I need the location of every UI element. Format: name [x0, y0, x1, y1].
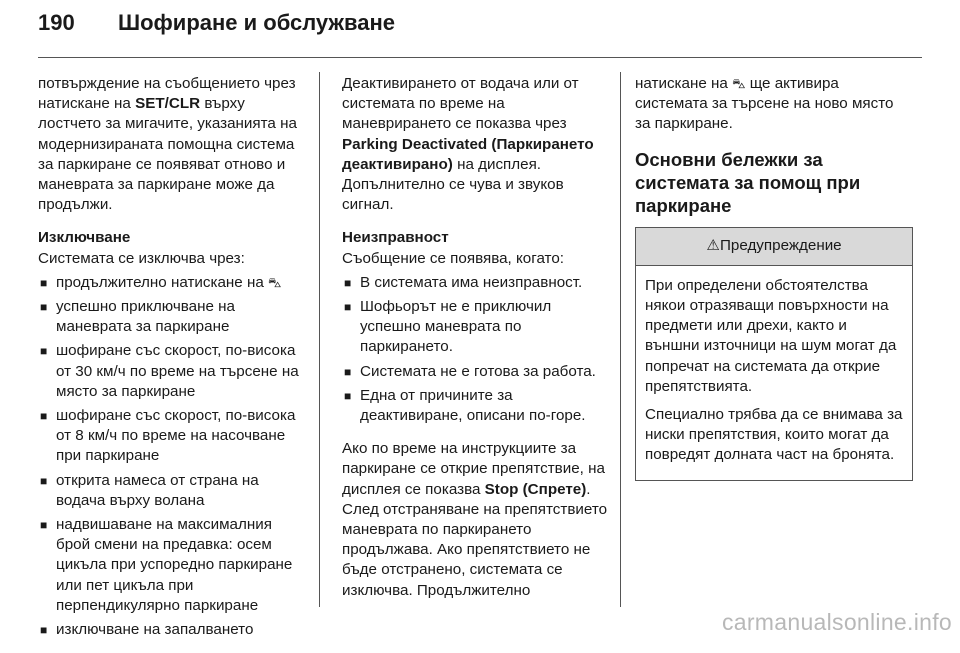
list-item: ■ В системата има неизправност. — [342, 273, 614, 293]
switch-off-list — [38, 273, 310, 640]
warning-paragraph-2: Специално трябва да се внимава за ниски препятствия, които могат да повредят долната част на бронята. — [645, 406, 903, 464]
list-item: ■ шофиране със скорост, по-висока от 8 км/ч по време на насочване при паркиране — [38, 406, 310, 467]
list-item: ■ успешно приключване на маневрата за паркиране — [38, 297, 310, 337]
header-divider — [38, 57, 922, 58]
page-number: 190 — [38, 10, 75, 35]
list-item: ■ открита намеса от страна на водача върху волана — [38, 471, 310, 511]
deactivation-paragraph — [342, 74, 614, 215]
list-item: ■ изключване на запалването — [38, 620, 310, 640]
watermark: carmanualsonline.info — [721, 609, 952, 635]
obstacle-paragraph — [342, 439, 614, 601]
continuation-text-end: ще активира системата за търсене на ново място за паркиране. — [635, 75, 894, 133]
continuation-paragraph — [635, 74, 913, 135]
list-item — [38, 273, 310, 293]
warning-box — [635, 227, 913, 481]
malfunction-lead: Съобщение се появява, когато: — [342, 249, 565, 267]
warning-title: Предупреждение — [719, 236, 842, 254]
parking-deactivated-message: Parking Deactivated (Паркирането деактивирано) — [342, 135, 594, 173]
obstacle-text-end: . След отстраняване на препятствието маневрата по паркирането продължава. Ако препятствието не бъде отстранено, системата се изключва. Продължително — [342, 480, 608, 599]
list-item: ■ Системата не е готова за работа. — [342, 362, 614, 382]
parking-assist-icon: ⛍ — [268, 274, 282, 290]
set-clr-label: SET/CLR — [135, 95, 201, 113]
column-divider-2 — [620, 72, 621, 607]
intro-text: потвърждение на съобщението чрез натискане на — [38, 75, 296, 113]
list-item: ■ Шофьорът не е приключил успешно маневрата по паркирането. — [342, 297, 614, 358]
malfunction-list — [342, 273, 614, 426]
intro-paragraph — [38, 74, 310, 215]
list-item: ■ Една от причините за деактивиране, описани по-горе. — [342, 386, 614, 426]
switch-off-lead: Системата се изключва чрез: — [38, 249, 245, 267]
obstacle-text: Ако по време на инструкциите за паркиране се открие препятствие, на дисплея се показва — [342, 440, 605, 498]
page-title: Шофиране и обслужване — [118, 10, 396, 35]
intro-text-rest: върху лостчето за мигачите, указанията на модернизираната помощна система за паркиране се появяват отново и маневрата за паркиране може да продължи. — [38, 95, 297, 214]
list-item: ■ надвишаване на максималния брой смени на предавка: осем цикъла при успоредно паркиране или пет цикъла при перпендикулярно паркиране — [38, 515, 310, 616]
section-heading-basic-notes: Основни бележки за системата за помощ при паркиране — [635, 148, 861, 216]
warning-paragraph-1: При определени обстоятелства някои отразяващи повърхности на предмети или дрехи, както и външни източници на шум могат да попречат на системата да открие препятствията. — [645, 276, 897, 395]
warning-header — [636, 228, 912, 266]
section-heading-switch-off: Изключване — [38, 229, 131, 247]
page-header — [38, 10, 395, 46]
list-item: ■ шофиране със скорост, по-висока от 30 км/ч по време на търсене на място за паркиране — [38, 341, 310, 402]
column-3 — [635, 74, 913, 481]
warning-body — [636, 266, 912, 480]
parking-assist-icon: ⛍ — [732, 76, 746, 91]
column-2 — [342, 74, 614, 614]
warning-triangle-icon: ⚠ — [706, 236, 720, 254]
column-1 — [38, 74, 310, 653]
column-divider-1 — [319, 72, 320, 607]
continuation-text: натискане на — [635, 75, 728, 92]
stop-message: Stop (Спрете) — [484, 480, 587, 498]
deactivation-text: Деактивирането от водача или от системата по време на маневрирането се показва чрез — [342, 75, 579, 133]
list-item-text: продължително натискане на — [56, 273, 264, 291]
deactivation-text-end: на дисплея. Допълнително се чува и звуков сигнал. — [342, 155, 564, 214]
section-heading-malfunction: Неизправност — [342, 229, 449, 247]
